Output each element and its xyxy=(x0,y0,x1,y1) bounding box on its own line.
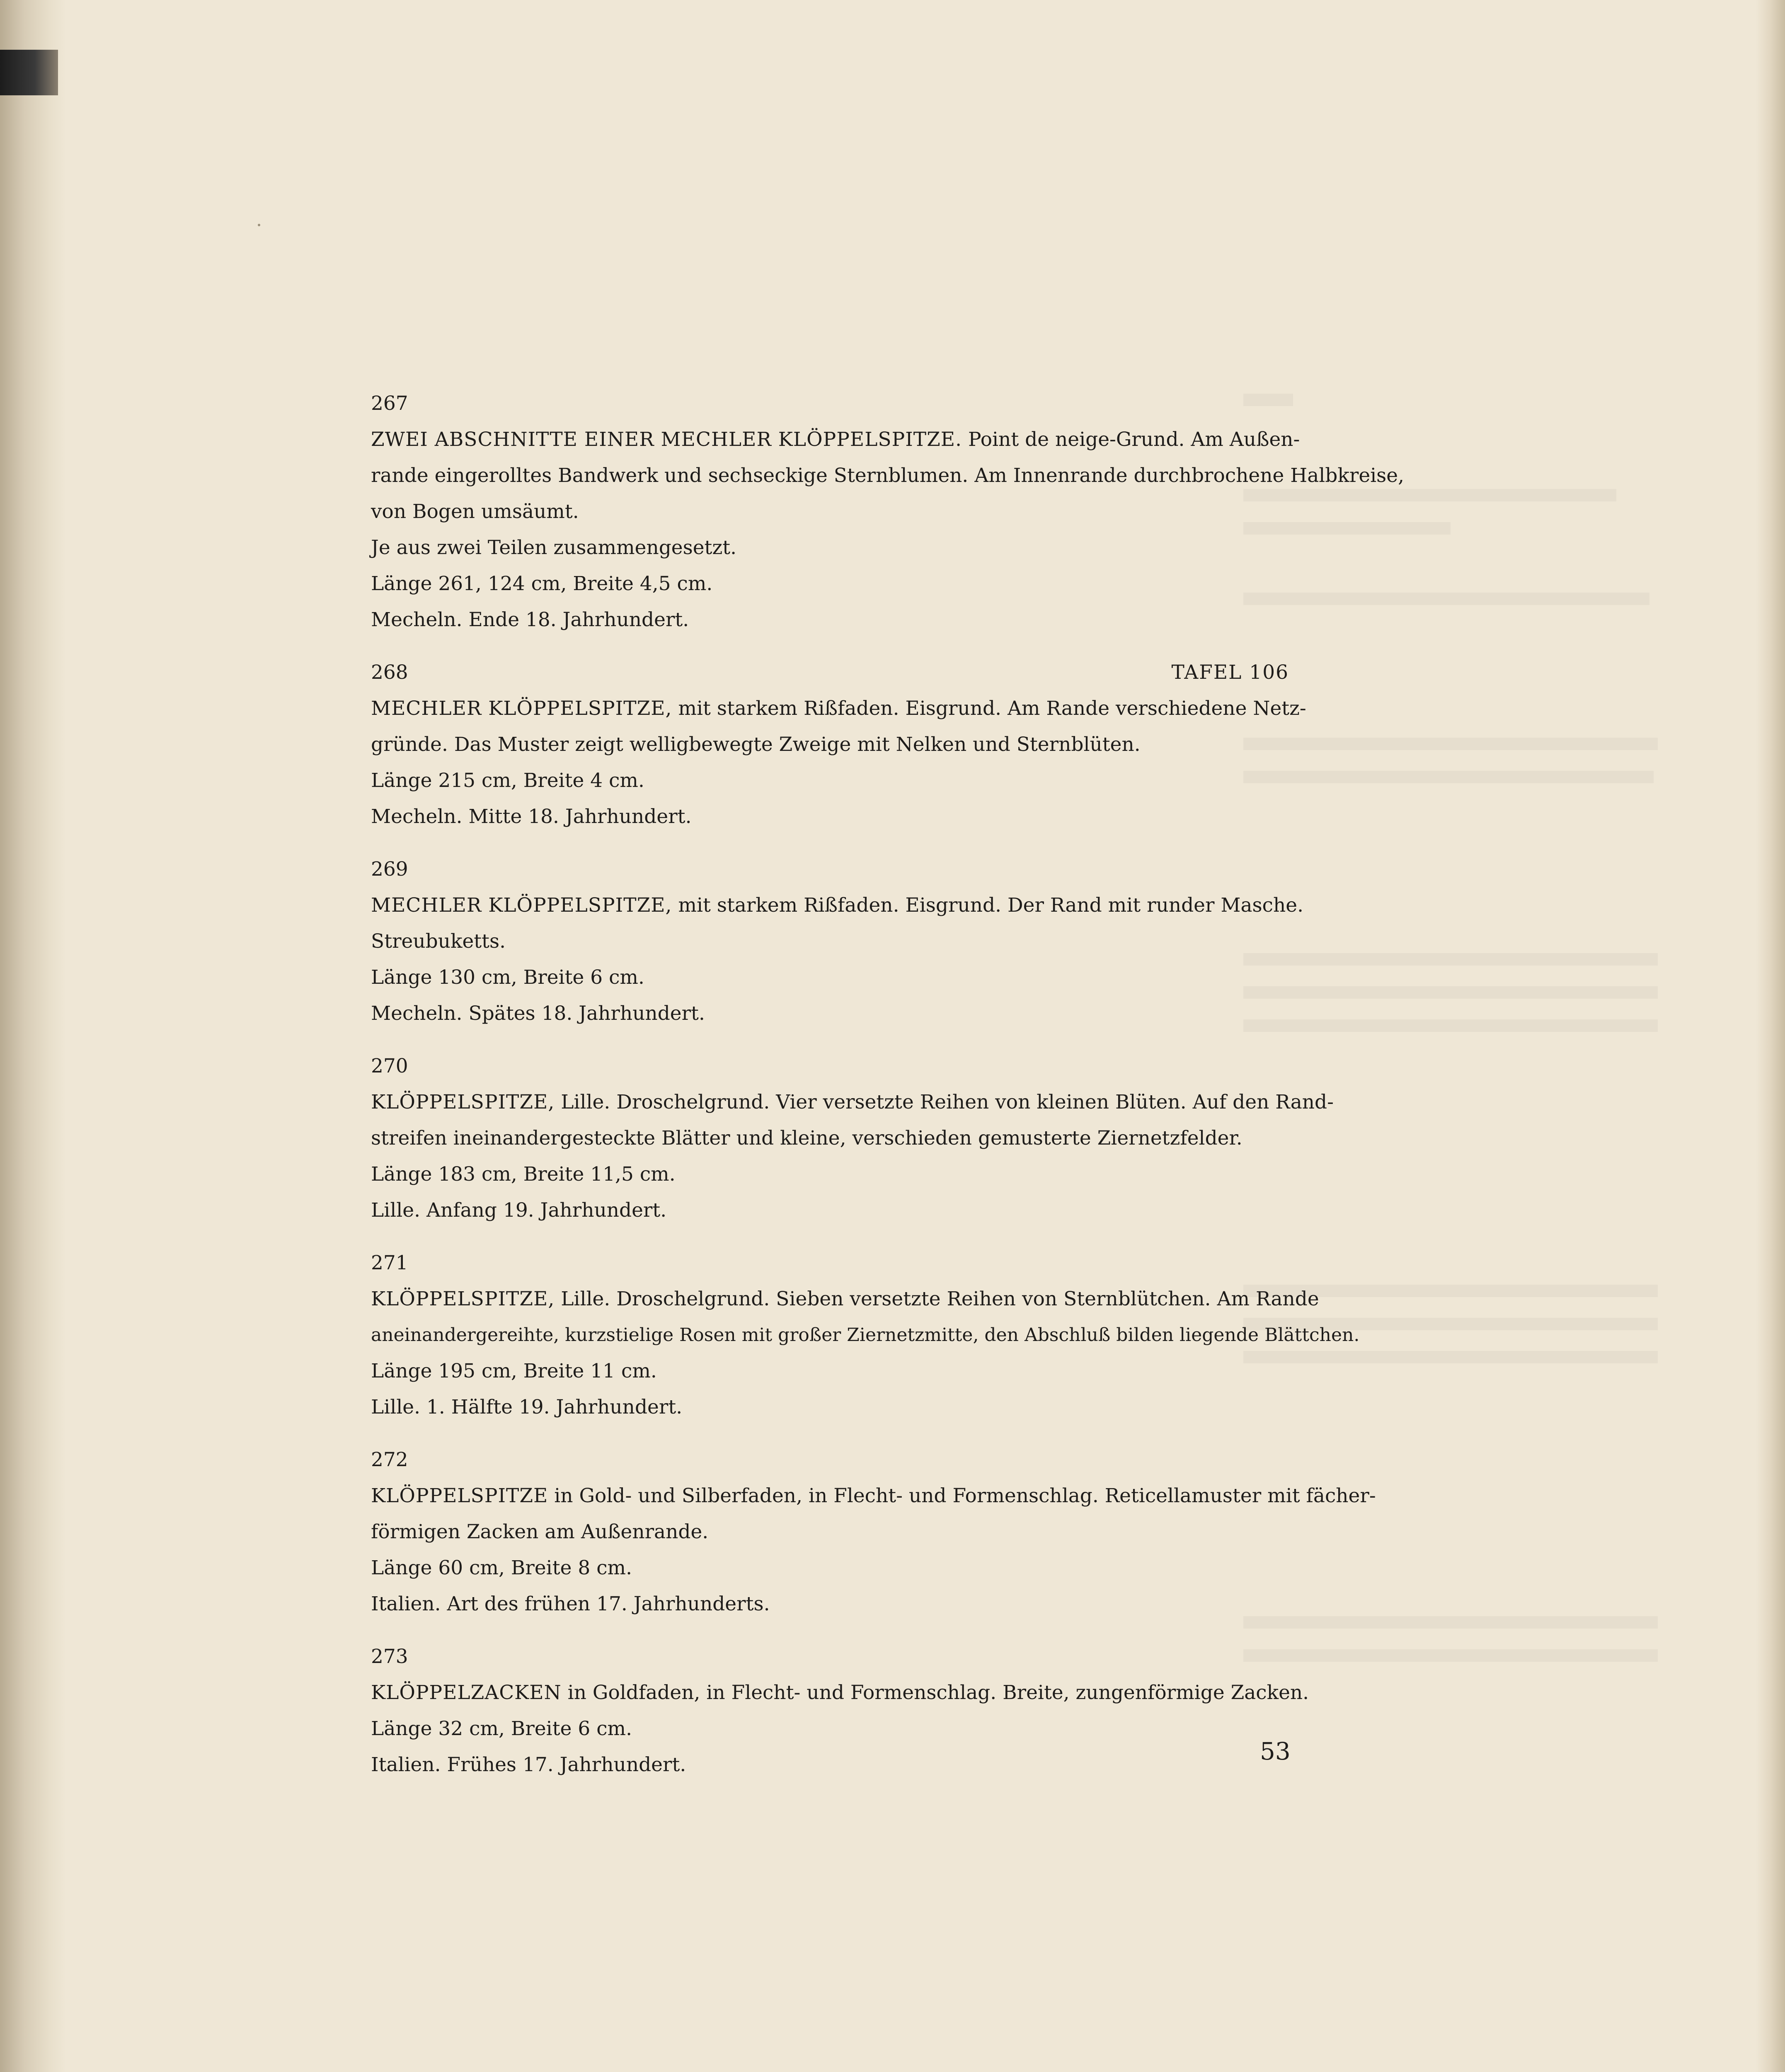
entry-line xyxy=(371,726,1289,762)
entry-line xyxy=(371,887,1304,923)
entry-line xyxy=(371,1281,1319,1317)
entry-line xyxy=(371,1353,1289,1389)
entry-text: Länge 60 cm, Breite 8 cm. xyxy=(371,1556,632,1579)
entry-line xyxy=(371,1478,1376,1514)
entry-number: 271 xyxy=(371,1251,408,1274)
entry-header xyxy=(371,1048,1289,1084)
entry-header xyxy=(371,385,1289,421)
entry-text: Mecheln. Mitte 18. Jahrhundert. xyxy=(371,805,692,828)
entry-title: KLÖPPELSPITZE, xyxy=(371,1288,555,1310)
page-edge xyxy=(1756,0,1785,2072)
entry-text: Italien. Frühes 17. Jahrhundert. xyxy=(371,1753,686,1776)
entry-title: ZWEI ABSCHNITTE EINER MECHLER KLÖPPELSPITZE. xyxy=(371,428,962,451)
entry-text: Je aus zwei Teilen zusammengesetzt. xyxy=(371,536,737,559)
entry-text: mit starkem Rißfaden. Eisgrund. Am Rande verschiedene Netz- xyxy=(672,697,1306,720)
entry-line xyxy=(371,762,1289,799)
entry-text: Lille. Anfang 19. Jahrhundert. xyxy=(371,1199,667,1222)
entry-text: Länge 215 cm, Breite 4 cm. xyxy=(371,769,644,792)
entry-line xyxy=(371,1586,1289,1622)
entry-line xyxy=(371,1514,1289,1550)
entry-line xyxy=(371,1747,1289,1783)
entry-line xyxy=(371,959,1289,995)
entry-header xyxy=(371,654,1289,690)
entry-text: Länge 261, 124 cm, Breite 4,5 cm. xyxy=(371,572,713,595)
entry-text: in Gold- und Silberfaden, in Flecht- und Formenschlag. Reticellamuster mit fächer- xyxy=(548,1484,1376,1507)
entry-line xyxy=(371,799,1289,835)
catalogue-entry xyxy=(371,1639,1309,1783)
entry-header xyxy=(371,1442,1289,1478)
entry-text: Länge 130 cm, Breite 6 cm. xyxy=(371,966,644,989)
book-spine-shadow xyxy=(0,0,66,2072)
entry-title: KLÖPPELSPITZE, xyxy=(371,1091,555,1113)
entry-text: Point de neige-Grund. Am Außen- xyxy=(962,428,1300,451)
entry-line xyxy=(371,457,1405,494)
entry-line xyxy=(371,1192,1289,1228)
page-number: 53 xyxy=(1260,1737,1291,1765)
catalogue-text xyxy=(371,385,1405,1799)
entry-line xyxy=(371,494,1289,530)
entry-line xyxy=(371,1550,1289,1586)
entry-line xyxy=(371,1120,1289,1156)
paper-speck xyxy=(258,224,260,226)
entry-text: Lille. 1. Hälfte 19. Jahrhundert. xyxy=(371,1396,683,1418)
entry-line xyxy=(371,1675,1309,1711)
catalogue-entry xyxy=(371,851,1304,1031)
entry-line xyxy=(371,1084,1334,1120)
entry-text: Länge 195 cm, Breite 11 cm. xyxy=(371,1360,657,1382)
entry-line xyxy=(371,1711,1289,1747)
entry-text: mit starkem Rißfaden. Eisgrund. Der Rand mit runder Masche. xyxy=(672,894,1304,917)
entry-title: MECHLER KLÖPPELSPITZE, xyxy=(371,697,672,720)
entry-text: streifen ineinandergesteckte Blätter und kleine, verschieden gemusterte Ziernetzfelder. xyxy=(371,1127,1242,1150)
entry-line xyxy=(371,923,1289,959)
catalogue-entry xyxy=(371,1442,1376,1622)
entry-line xyxy=(371,690,1306,726)
entry-title: KLÖPPELSPITZE xyxy=(371,1484,548,1507)
entry-number: 272 xyxy=(371,1448,408,1471)
entry-text: Mecheln. Ende 18. Jahrhundert. xyxy=(371,608,689,631)
entry-number: 269 xyxy=(371,858,408,881)
entry-text: gründe. Das Muster zeigt welligbewegte Zweige mit Nelken und Sternblüten. xyxy=(371,733,1141,756)
entry-text: Streubuketts. xyxy=(371,930,506,953)
entry-text: Länge 32 cm, Breite 6 cm. xyxy=(371,1717,632,1740)
entry-text: aneinandergereihte, kurzstielige Rosen mit großer Ziernetzmitte, den Abschluß bilden liegende Blättchen. xyxy=(371,1324,1360,1346)
entry-line xyxy=(371,1156,1289,1192)
binding-edge xyxy=(0,50,58,95)
entry-header xyxy=(371,851,1289,887)
entry-text: von Bogen umsäumt. xyxy=(371,500,579,523)
entry-text: Lille. Droschelgrund. Sieben versetzte Reihen von Sternblütchen. Am Rande xyxy=(555,1288,1319,1310)
entry-line xyxy=(371,602,1289,638)
entry-text: rande eingerolltes Bandwerk und sechseckige Sternblumen. Am Innenrande durchbrochene Halbkreise, xyxy=(371,464,1405,487)
entry-number: 270 xyxy=(371,1055,408,1077)
entry-text: Länge 183 cm, Breite 11,5 cm. xyxy=(371,1163,676,1186)
catalogue-entry xyxy=(371,1048,1334,1228)
entry-line xyxy=(371,566,1289,602)
entry-line xyxy=(371,421,1300,457)
entry-line xyxy=(371,1389,1289,1425)
entry-text: Mecheln. Spätes 18. Jahrhundert. xyxy=(371,1002,705,1025)
entry-title: MECHLER KLÖPPELSPITZE, xyxy=(371,894,672,917)
entry-header xyxy=(371,1639,1289,1675)
entry-line xyxy=(371,1317,1360,1353)
entry-line xyxy=(371,995,1289,1031)
entry-title: KLÖPPELZACKEN xyxy=(371,1681,562,1704)
entry-header xyxy=(371,1245,1289,1281)
entry-line xyxy=(371,530,1289,566)
entry-text: Lille. Droschelgrund. Vier versetzte Reihen von kleinen Blüten. Auf den Rand- xyxy=(555,1091,1334,1113)
entry-text: in Goldfaden, in Flecht- und Formenschlag. Breite, zungenförmige Zacken. xyxy=(561,1681,1309,1704)
entry-text: Italien. Art des frühen 17. Jahrhunderts. xyxy=(371,1593,770,1615)
entry-number: 267 xyxy=(371,392,408,415)
entry-number: 273 xyxy=(371,1645,408,1668)
catalogue-entry xyxy=(371,654,1306,835)
entry-text: förmigen Zacken am Außenrande. xyxy=(371,1520,709,1543)
entry-number: 268 xyxy=(371,661,408,684)
catalogue-entry xyxy=(371,1245,1360,1425)
catalogue-entry xyxy=(371,385,1405,638)
plate-reference: TAFEL 106 xyxy=(1171,661,1289,684)
